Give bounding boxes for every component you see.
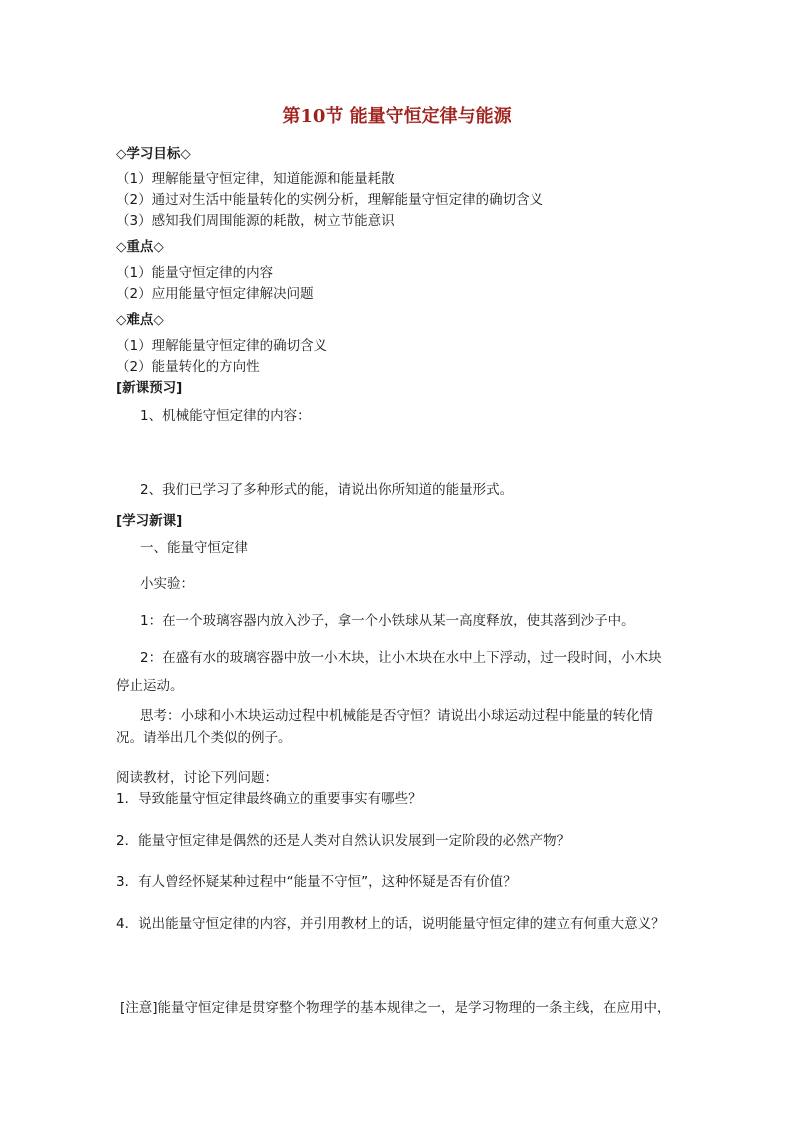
reading-question: 2．能量守恒定律是偶然的还是人类对自然认识发展到一定阶段的必然产物？ — [116, 833, 571, 849]
key-point-item: （1）能量守恒定律的内容 — [116, 265, 274, 281]
note-paragraph: [注意]能量守恒定律是贯穿整个物理学的基本规律之一，是学习物理的一条主线，在应用中， — [120, 1000, 671, 1016]
goal-item: （3）感知我们周围能源的耗散，树立节能意识 — [116, 213, 395, 229]
goals-heading: ◇学习目标◇ — [116, 146, 191, 162]
experiment-1: 1：在一个玻璃容器内放入沙子，拿一个小铁球从某一高度释放，使其落到沙子中。 — [140, 613, 635, 629]
reading-question: 3．有人曾经怀疑某种过程中“能量不守恒”，这种怀疑是否有价值？ — [116, 874, 517, 890]
preview-question-1: 1、机械能守恒定律的内容： — [140, 408, 311, 424]
experiment-2-line-2: 停止运动。 — [116, 678, 184, 694]
difficulty-item: （2）能量转化的方向性 — [116, 359, 260, 375]
key-point-item: （2）应用能量守恒定律解决问题 — [116, 286, 314, 302]
key-points-heading: ◇重点◇ — [116, 239, 164, 255]
experiment-label: 小实验： — [140, 576, 194, 592]
section-heading: 一、能量守恒定律 — [140, 540, 248, 556]
preview-heading: [新课预习] — [116, 380, 183, 396]
think-line-1: 思考：小球和小木块运动过程中机械能是否守恒？请说出小球运动过程中能量的转化情 — [140, 708, 653, 724]
lesson-heading: [学习新课] — [116, 513, 183, 529]
think-line-2: 况。请举出几个类似的例子。 — [116, 730, 292, 746]
reading-question: 4．说出能量守恒定律的内容，并引用教材上的话，说明能量守恒定律的建立有何重大意义？ — [116, 916, 665, 932]
preview-question-2: 2、我们已学习了多种形式的能，请说出你所知道的能量形式。 — [140, 482, 514, 498]
difficulty-item: （1）理解能量守恒定律的确切含义 — [116, 338, 328, 354]
reading-question: 1．导致能量守恒定律最终确立的重要事实有哪些？ — [116, 791, 422, 807]
difficulties-heading: ◇难点◇ — [116, 312, 164, 328]
page-title: 第10节 能量守恒定律与能源 — [282, 106, 512, 127]
reading-intro: 阅读教材，讨论下列问题： — [116, 770, 278, 786]
goal-item: （2）通过对生活中能量转化的实例分析，理解能量守恒定律的确切含义 — [116, 192, 544, 208]
goal-item: （1）理解能量守恒定律，知道能源和能量耗散 — [116, 171, 395, 187]
experiment-2-line-1: 2：在盛有水的玻璃容器中放一小木块，让小木块在水中上下浮动，过一段时间，小木块 — [140, 650, 662, 666]
